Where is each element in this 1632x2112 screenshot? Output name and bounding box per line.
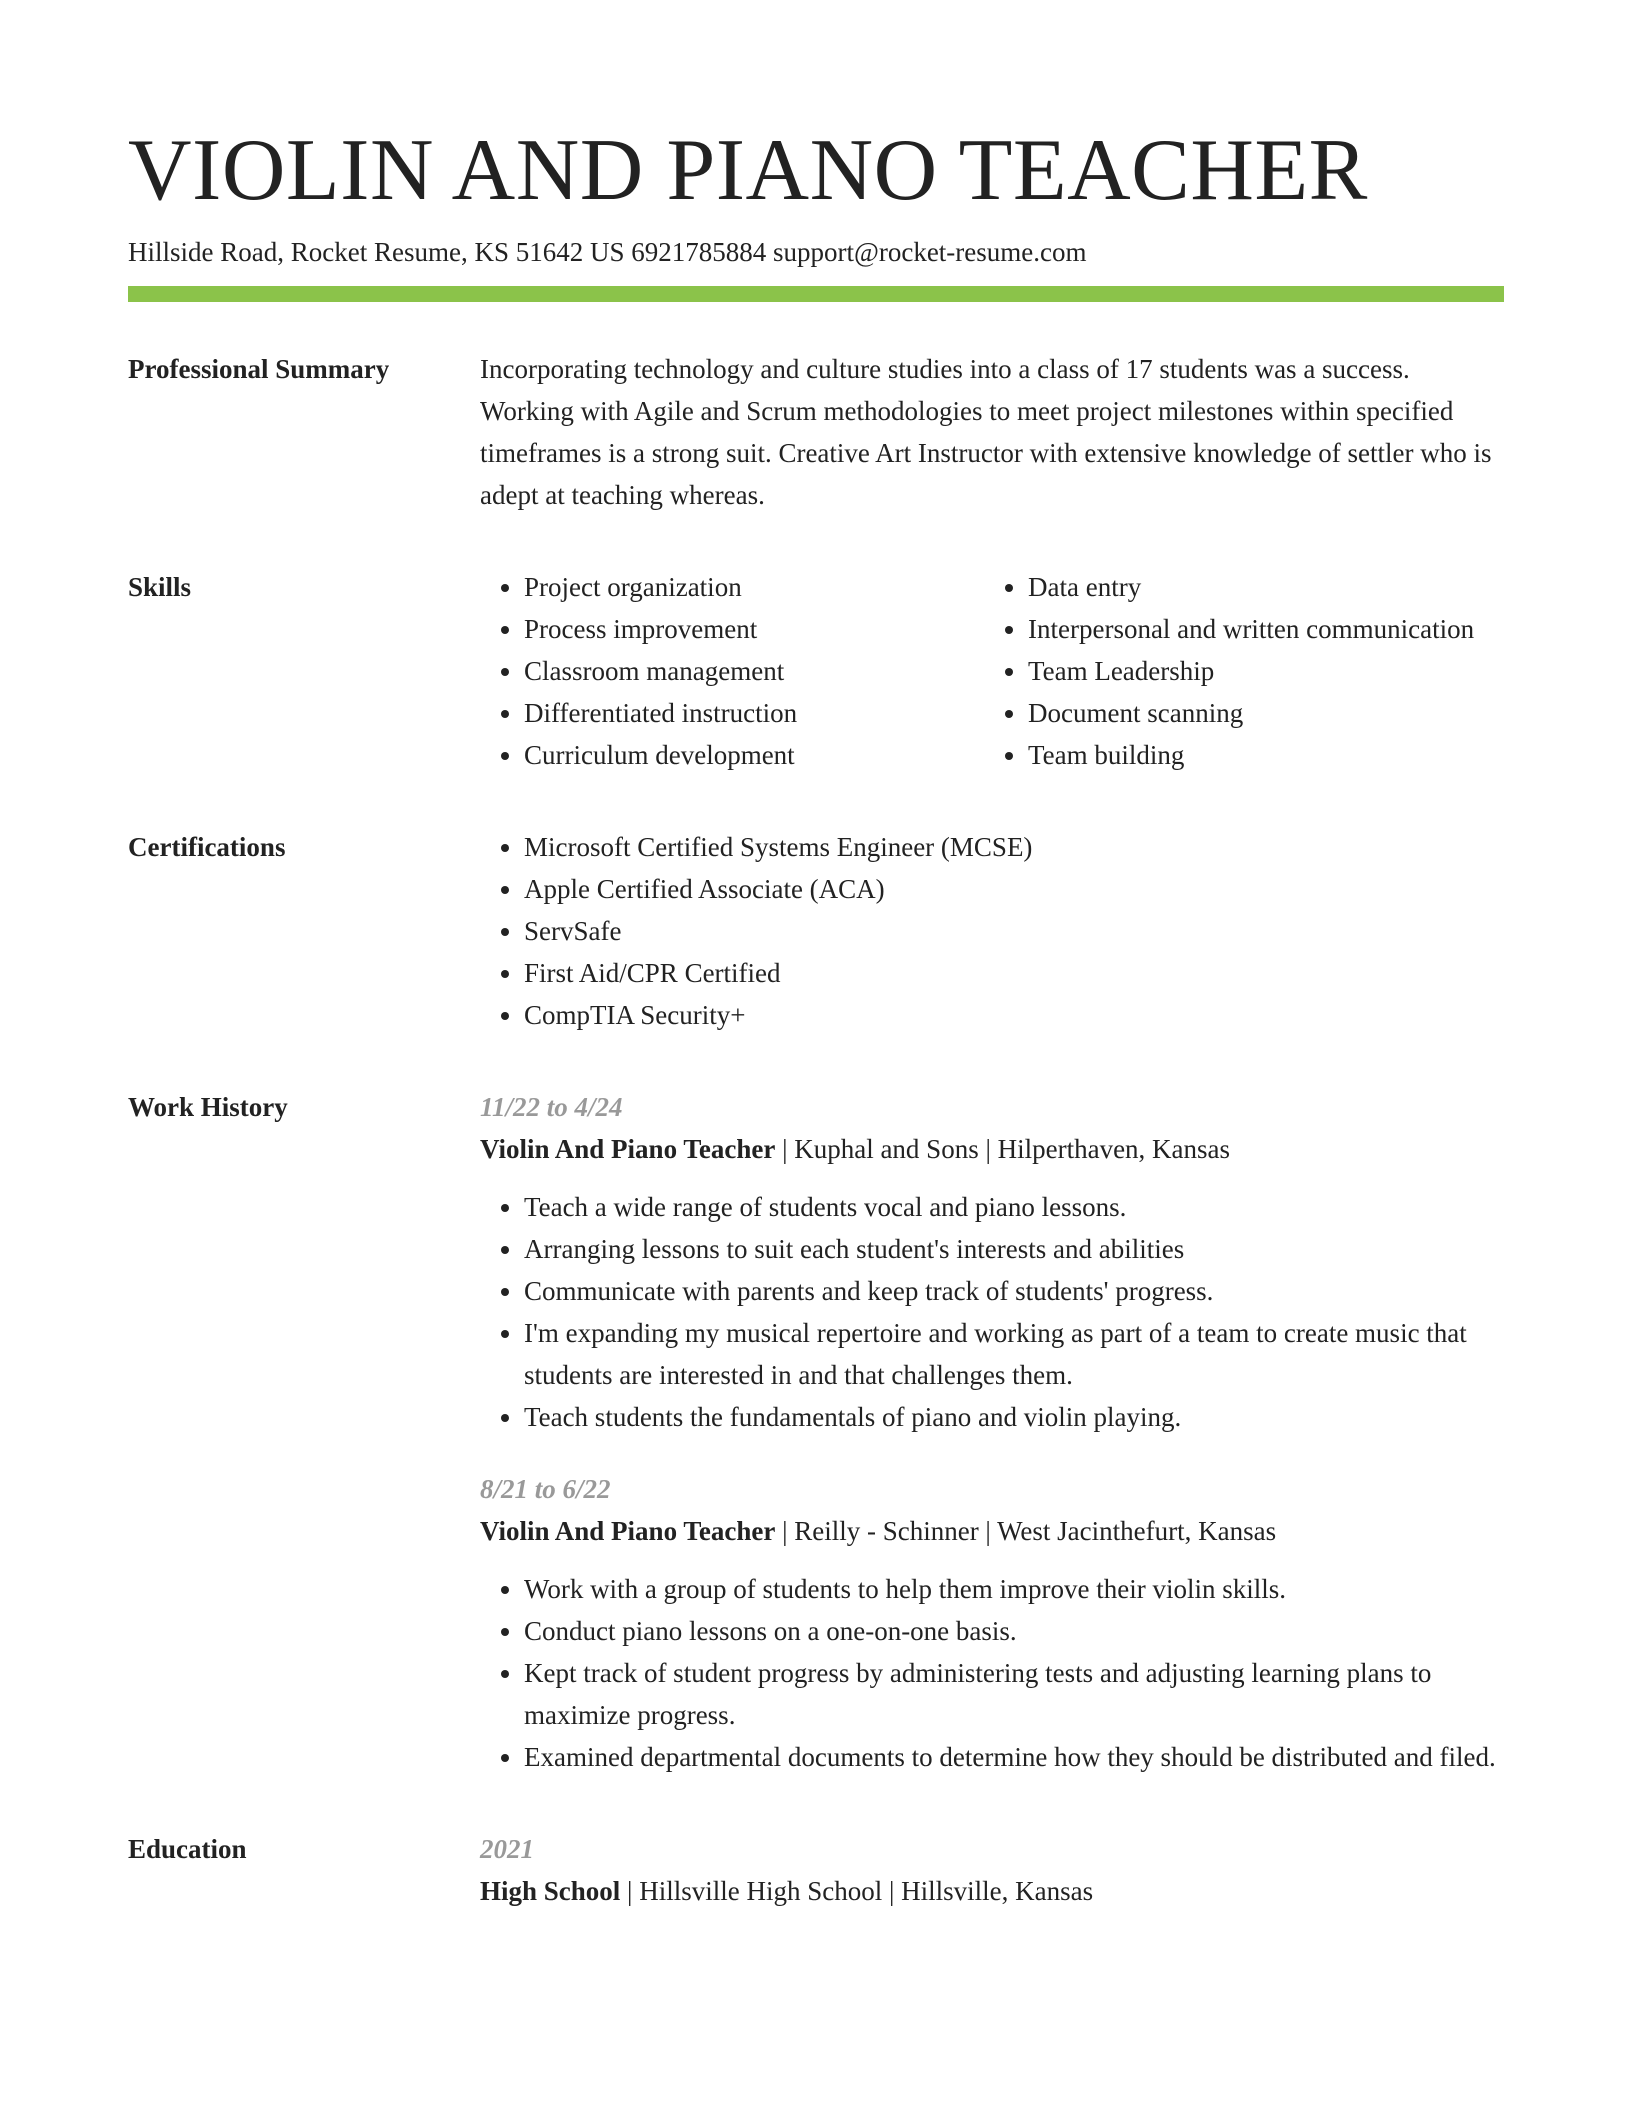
certification-item: • CompTIA Security+ (524, 994, 1504, 1036)
education-details: | Hillsville High School | Hillsville, Kansas (620, 1876, 1094, 1906)
section-label-summary: Professional Summary (128, 354, 390, 384)
section-label-skills: Skills (128, 572, 192, 602)
work-history-section (128, 1086, 1504, 1778)
job-bullet: • Communicate with parents and keep track of students' progress. (524, 1270, 1504, 1312)
skill-item: • Data entry (1028, 566, 1588, 608)
skill-item: • Interpersonal and written communication (1028, 608, 1588, 650)
section-label-work-history: Work History (128, 1092, 288, 1122)
education-degree: High School (480, 1876, 621, 1906)
job-dates: 11/22 to 4/24 (480, 1092, 623, 1122)
job-bullets (480, 1568, 1504, 1778)
job-bullets (480, 1186, 1504, 1438)
contact-line: Hillside Road, Rocket Resume, KS 51642 US 6921785884 support@rocket-resume.com (128, 237, 1087, 267)
skill-item: • Document scanning (1028, 692, 1588, 734)
education-line (480, 1870, 1504, 1912)
skills-list-left (480, 566, 984, 776)
section-label-education: Education (128, 1834, 247, 1864)
section-label-certifications: Certifications (128, 832, 286, 862)
job-title-line (480, 1510, 1504, 1552)
summary-section (128, 348, 1504, 516)
skill-item: • Curriculum development (524, 734, 984, 776)
education-section (128, 1828, 1504, 1912)
skill-item: • Differentiated instruction (524, 692, 984, 734)
job-bullet: • Kept track of student progress by administering tests and adjusting learning plans to maximize progress. (524, 1652, 1504, 1736)
job-role: Violin And Piano Teacher (480, 1134, 776, 1164)
header-divider (128, 286, 1504, 302)
job-bullet: • Teach a wide range of students vocal and piano lessons. (524, 1186, 1504, 1228)
resume-page (128, 118, 1504, 1912)
job-bullet: • Examined departmental documents to determine how they should be distributed and filed. (524, 1736, 1504, 1778)
job-bullet: • I'm expanding my musical repertoire and working as part of a team to create music that students are interested in and that challenges them. (524, 1312, 1504, 1396)
certifications-list (480, 826, 1504, 1036)
job-role: Violin And Piano Teacher (480, 1516, 776, 1546)
job-bullet: • Arranging lessons to suit each student's interests and abilities (524, 1228, 1504, 1270)
skill-item: • Project organization (524, 566, 984, 608)
summary-text: Incorporating technology and culture studies into a class of 17 students was a success. Working with Agile and Scrum methodologies to meet project milestones within specified timeframes is a strong suit. Creative Art Instructor with extensive knowledge of settler who is adept at teaching whereas. (480, 354, 1492, 510)
skill-item: • Team Leadership (1028, 650, 1588, 692)
job-entry (480, 1468, 1504, 1778)
certification-item: • First Aid/CPR Certified (524, 952, 1504, 994)
certification-item: • ServSafe (524, 910, 1504, 952)
skills-section (128, 566, 1504, 776)
job-details: | Kuphal and Sons | Hilperthaven, Kansas (775, 1134, 1231, 1164)
skill-item: • Classroom management (524, 650, 984, 692)
certifications-section (128, 826, 1504, 1036)
job-title-line (480, 1128, 1504, 1170)
job-bullet: • Teach students the fundamentals of piano and violin playing. (524, 1396, 1504, 1438)
skills-list-right (984, 566, 1588, 776)
certification-item: • Microsoft Certified Systems Engineer (MCSE) (524, 826, 1504, 868)
skill-item: • Team building (1028, 734, 1588, 776)
job-details: | Reilly - Schinner | West Jacinthefurt, Kansas (775, 1516, 1277, 1546)
education-date: 2021 (480, 1834, 534, 1864)
skill-item: • Process improvement (524, 608, 984, 650)
job-bullet: • Conduct piano lessons on a one-on-one basis. (524, 1610, 1504, 1652)
certification-item: • Apple Certified Associate (ACA) (524, 868, 1504, 910)
job-entry (480, 1086, 1504, 1438)
job-bullet: • Work with a group of students to help them improve their violin skills. (524, 1568, 1504, 1610)
resume-title: VIOLIN AND PIANO TEACHER (128, 122, 1368, 219)
job-dates: 8/21 to 6/22 (480, 1474, 611, 1504)
